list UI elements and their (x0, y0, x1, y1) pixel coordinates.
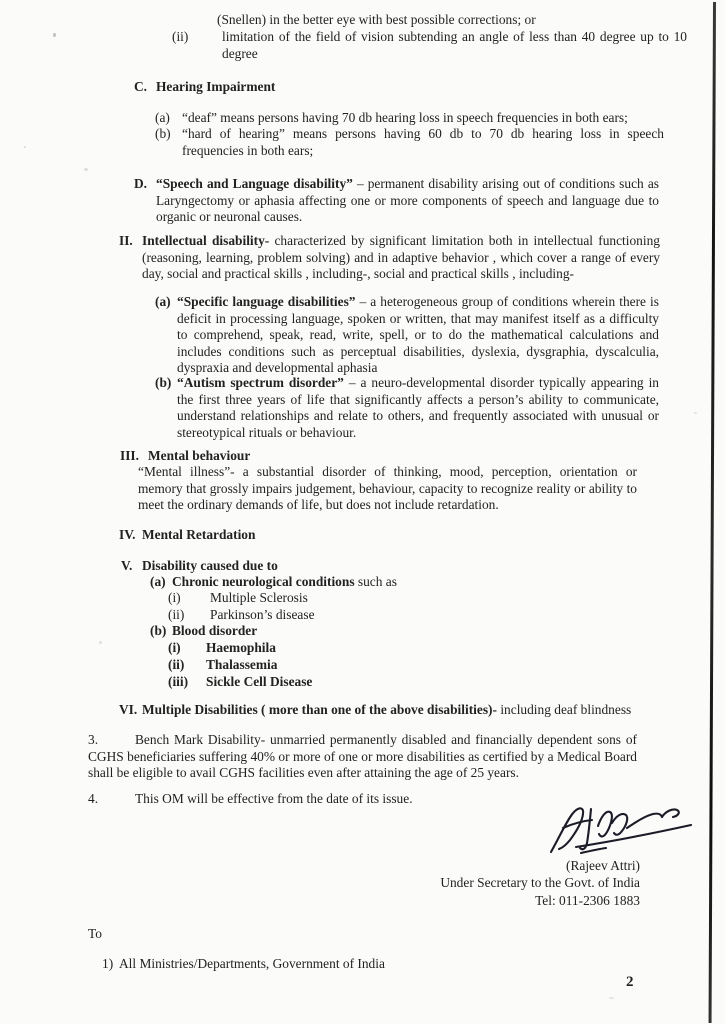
intro-item-ii (172, 29, 687, 62)
list-marker: (ii) (168, 657, 185, 672)
signatory-telephone: Tel: 011-2306 1883 (535, 892, 640, 908)
item-term: Chronic neurological conditions (172, 574, 355, 589)
paragraph-3 (88, 732, 637, 782)
section-marker: C. (134, 79, 148, 94)
list-marker: (ii) (172, 29, 189, 44)
scan-speck (53, 33, 56, 37)
section-v-item-a (150, 574, 397, 591)
signature-ink (546, 800, 696, 857)
section-c-heading (134, 79, 275, 96)
section-iii-body: “Mental illness”- a substantial disorder of thinking, mood, perception, orientation or memory that grossly impairs judgement, behaviour, capacity to recognize reality or ability to meet the ordinary demands of life, but does not include retardation. (138, 464, 637, 512)
section-ii-text: characterized by significant limitation both in intellectual functioning (reasoning, learning, problem solving) and in adaptive behavior , which cover a range of every day, social and practical skills , including-, social and practical skills , including- (142, 233, 660, 281)
section-marker: III. (120, 448, 139, 463)
page-number: 2 (626, 974, 634, 990)
v-a-subitem-i (168, 590, 308, 607)
scan-speck (609, 997, 614, 999)
list-marker: (b) (155, 375, 172, 390)
item-text: – a neuro-developmental disorder typically appearing in the first three years of life that significantly affects a person’s ability to communicate, understand relationships and relate to others, and frequently associated with unusual or stereotypical rituals or behaviour. (177, 375, 659, 440)
section-vi (119, 702, 662, 719)
section-v-title: Disability caused due to (142, 558, 278, 573)
list-marker: (i) (168, 590, 181, 605)
item-text: “hard of hearing” means persons having 60 db to 70 db hearing loss in speech frequencies in both ears; (182, 126, 664, 158)
section-marker: V. (121, 558, 133, 573)
section-vi-text: including deaf blindness (496, 702, 632, 717)
item-term: “Autism spectrum disorder” (177, 375, 344, 390)
section-iv-title: Mental Retardation (142, 527, 256, 542)
section-marker: VI. (119, 702, 138, 717)
section-c-item-a (155, 110, 664, 127)
section-ii (119, 233, 660, 283)
item-text: Sickle Cell Disease (206, 674, 313, 689)
paragraph-number: 3. (88, 732, 99, 747)
section-c-item-b (155, 126, 664, 159)
section-v-heading (121, 558, 278, 575)
scan-speck (694, 412, 697, 414)
section-iii-title: Mental behaviour (148, 448, 251, 463)
item-text: – a heterogeneous group of conditions wherein there is deficit in processing language, spoken or written, that may manifest itself as a difficulty to comprehend, speak, read, write, spell, or to do the mathematical calculations and includes conditions such as perceptual disabilities, dyslexia, dysgraphia, dyscalculia, dyspraxia and developmental aphasia (177, 294, 659, 375)
scan-speck (99, 641, 102, 644)
signatory-name: (Rajeev Attri) (566, 858, 640, 873)
list-marker: (iii) (168, 674, 189, 689)
signatory-title: Under Secretary to the Govt. of India (440, 875, 640, 891)
item-text: Parkinson’s disease (210, 607, 315, 622)
section-ii-item-a (155, 294, 659, 377)
v-b-subitem-ii (168, 657, 277, 674)
section-marker: D. (134, 176, 148, 191)
section-ii-item-b (155, 375, 659, 441)
signatory-block (400, 857, 640, 909)
list-marker: (a) (155, 294, 171, 309)
intro-item-text: limitation of the field of vision subtending an angle of less than 40 degree up to 10 degree (222, 29, 687, 61)
item-term: “Specific language disabilities” (177, 294, 356, 309)
scan-speck (24, 146, 26, 148)
section-iii-heading (120, 448, 250, 465)
list-marker: (b) (150, 623, 167, 638)
list-marker: (a) (155, 110, 170, 125)
list-marker: 1) (102, 956, 114, 971)
section-vi-term: Multiple Disabilities ( more than one of the above disabilities)- (142, 702, 497, 717)
paragraph-text: This OM will be effective from the date of its issue. (135, 791, 413, 806)
section-d (134, 176, 659, 226)
v-b-subitem-i (168, 640, 276, 657)
scan-edge-line-artifact (709, 2, 716, 1023)
scan-speck (84, 168, 88, 171)
section-marker: IV. (119, 527, 136, 542)
paragraph-number: 4. (88, 791, 99, 806)
list-marker: (b) (155, 126, 171, 141)
section-c-title: Hearing Impairment (156, 79, 276, 94)
paragraph-text: Bench Mark Disability- unmarried permanently disabled and financially dependent sons of CGHS beneficiaries suffering 40% or more of one or more disabilities as certified by a Medical Board shall be eligible to avail CGHS facilities even after attaining the age of 25 years. (88, 732, 637, 780)
list-marker: (i) (168, 640, 181, 655)
section-marker: II. (119, 233, 133, 248)
section-d-text: – permanent disability arising out of conditions such as Laryngectomy or aphasia affecting one or more components of speech and language due to organic or neuronal causes. (156, 176, 659, 224)
intro-line-1: (Snellen) in the better eye with best possible corrections; or (217, 12, 536, 27)
v-b-subitem-iii (168, 674, 312, 691)
distribution-item-1 (102, 956, 385, 973)
section-iv-heading (119, 527, 255, 544)
item-text: such as (354, 574, 397, 589)
item-text: Haemophila (206, 640, 276, 655)
list-marker: (ii) (168, 607, 185, 622)
section-v-item-b (150, 623, 257, 640)
list-marker: (a) (150, 574, 166, 589)
distribution-to-label: To (88, 926, 102, 941)
item-text: Thalassemia (206, 657, 278, 672)
item-text: “deaf” means persons having 70 db hearing loss in speech frequencies in both ears; (182, 110, 628, 125)
v-a-subitem-ii (168, 607, 315, 624)
section-ii-term: Intellectual disability- (142, 233, 270, 248)
item-text: Multiple Sclerosis (210, 590, 308, 605)
distribution-item-text: All Ministries/Departments, Government of India (119, 956, 385, 971)
item-term: Blood disorder (172, 623, 258, 638)
section-d-term: “Speech and Language disability” (156, 176, 353, 191)
